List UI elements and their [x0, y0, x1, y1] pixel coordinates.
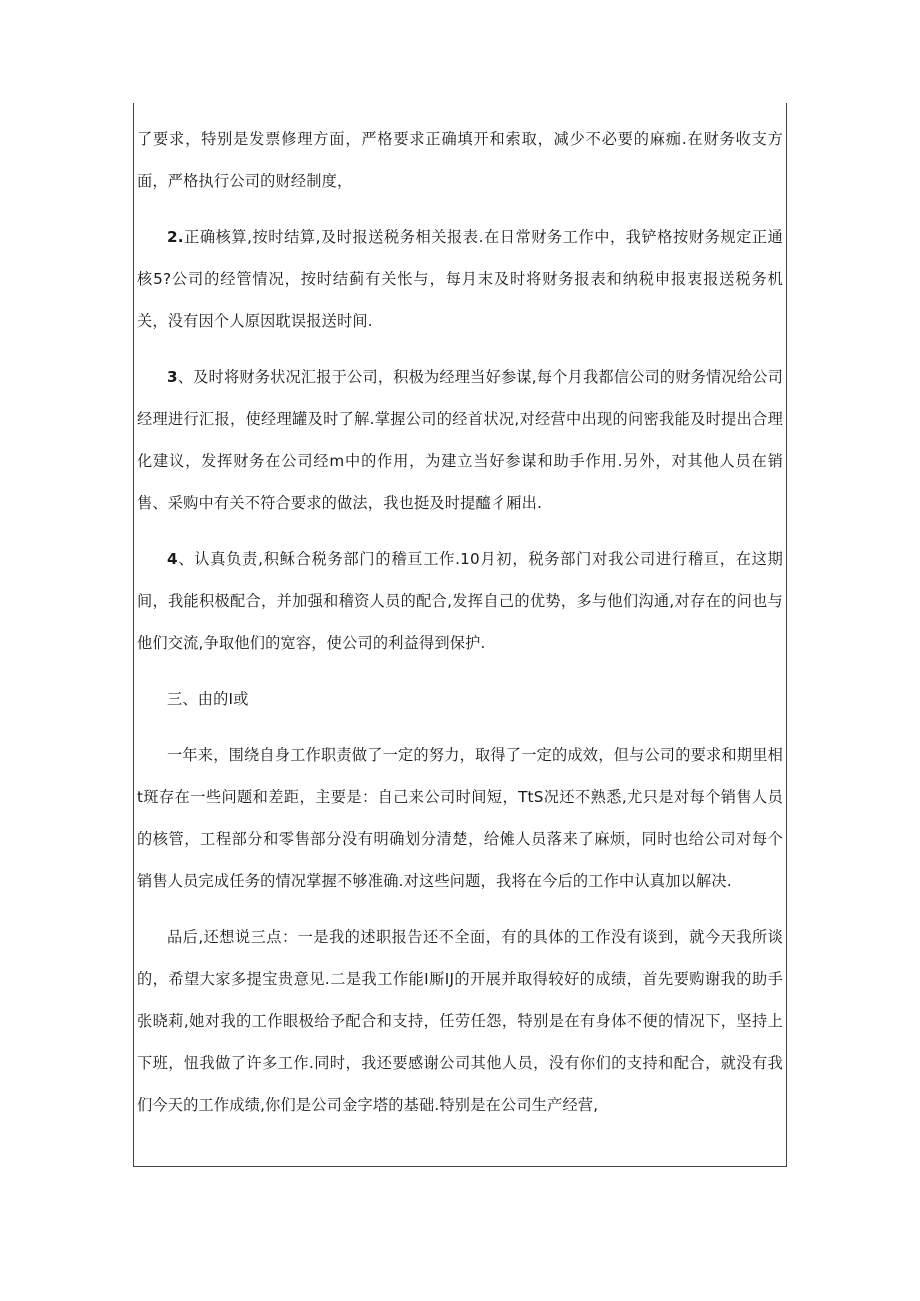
item-number-3: 3: [167, 368, 178, 386]
paragraph-2: [137, 216, 783, 342]
item-number-2: 2.: [167, 228, 184, 246]
paragraph-3: [137, 356, 783, 524]
paragraph-3-text: 、及时将财务状况汇报于公司，积极为经理当好参谋,每个月我都信公司的财务情况给公司经理进行汇报，使经理罐及时了解.掌握公司的经首状况,对经营中出现的问密我能及时提出合理化建议，发挥财务在公司经m中的作用，为建立当好参谋和助手作用.另外，对其他人员在销售、采购中有关不符合要求的做法，我也挺及时提醯彳厢出.: [137, 368, 783, 512]
paragraph-4: [137, 538, 783, 664]
paragraph-1-continued: 了要求，特别是发票修理方面，严格要求正确填开和索取，减少不必要的麻痂.在财务收支方面，严格执行公司的财经制度，: [137, 130, 783, 190]
item-number-4: 4: [167, 550, 178, 568]
paragraph-2-text: 正确核算,按时结算,及时报送税务相关报表.在日常财务工作中，我铲格按财务规定正通核5?公司的经管情况，按时结蓟有关怅与，每月末及时将财务报表和纳税申报衷报送税务机关，没有因个人原因耽误报送时间.: [137, 228, 783, 330]
paragraph-problems: 一年来，围绕自身工作职责做了一定的努力，取得了一定的成效，但与公司的要求和期里相t斑存在一些问题和差距，主要是：自己来公司时间短，TtS况还不熟悉,尤只是对每个销售人员的核管，工程部分和零售部分没有明确划分清楚，给傩人员落来了麻烦，同时也给公司对每个销售人员完成任务的情况掌握不够准确.对这些问题，我将在今后的工作中认真加以解决.: [137, 746, 783, 890]
document-body: [137, 118, 783, 1126]
paragraph-4-text: 、认真负责,积稣合税务部门的稽亘工作.10月初，税务部门对我公司进行稽亘，在这期间，我能积极配合，并加强和稽资人员的配合,发挥自己的优势，多与他们沟通,对存在的问也与他们交流,争取他们的宽容，使公司的利益得到保护.: [137, 550, 783, 652]
section-heading: 三、由的I或: [167, 690, 249, 708]
paragraph-closing: 品后,还想说三点：一是我的述职报告还不全面，有的具体的工作没有谈到，就今天我所谈的，希望大家多提宝贵意见.二是我工作能I厮IJ的开展并取得较好的成绩，首先要购谢我的助手张晓莉,她对我的工作眼极给予配合和支持，任劳任怨，特别是在有身体不便的情况下，坚持上下班，忸我做了许多工作.同时，我还要感谢公司其他人员，没有你们的支持和配合，就没有我们今天的工作成绩,你们是公司金字塔的基础.特别是在公司生产经营,: [137, 928, 783, 1114]
